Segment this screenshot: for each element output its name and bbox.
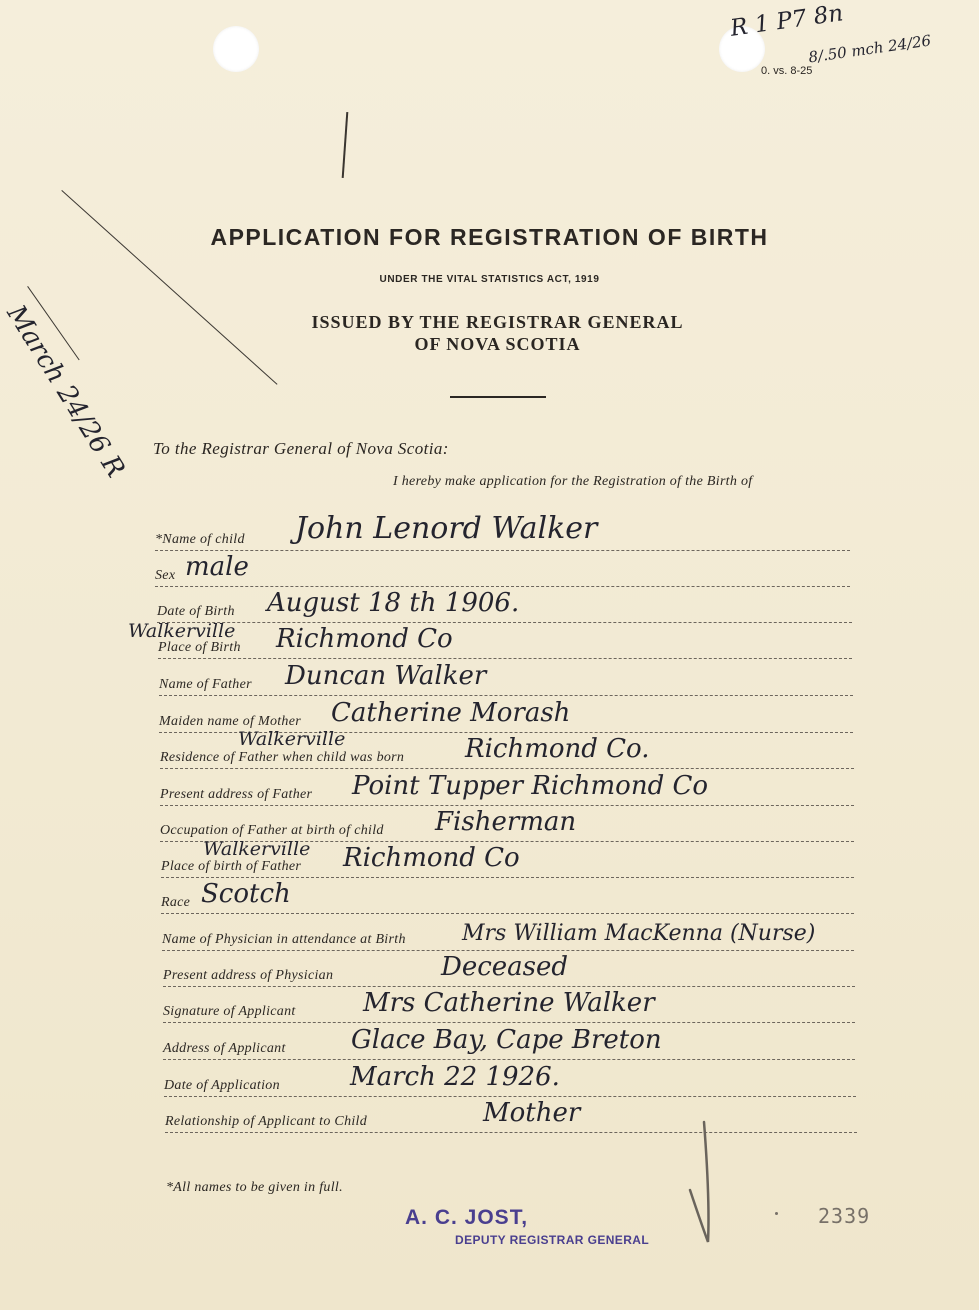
field-label: Date of Application bbox=[164, 1078, 280, 1093]
field-value: Richmond Co bbox=[343, 843, 520, 873]
residence-annotation: Walkerville bbox=[238, 728, 346, 750]
intro-line: I hereby make application for the Registration of the Birth of bbox=[393, 474, 753, 489]
field-name-of-father bbox=[159, 655, 853, 696]
form-number: 0. vs. 8-25 bbox=[761, 65, 813, 77]
field-label: Relationship of Applicant to Child bbox=[165, 1114, 368, 1129]
check-mark-icon bbox=[686, 1120, 726, 1250]
field-maiden-name-of-mother bbox=[159, 692, 853, 733]
field-value: Scotch bbox=[201, 879, 291, 909]
field-label: Maiden name of Mother bbox=[159, 714, 301, 729]
registrar-stamp-title: DEPUTY REGISTRAR GENERAL bbox=[455, 1233, 650, 1247]
field-label: Present address of Physician bbox=[163, 968, 334, 983]
field-label: Signature of Applicant bbox=[163, 1004, 296, 1019]
field-value: Duncan Walker bbox=[285, 661, 487, 691]
field-label: *Name of child bbox=[155, 532, 245, 547]
page-subtitle: UNDER THE VITAL STATISTICS ACT, 1919 bbox=[379, 274, 600, 285]
field-value: March 22 1926. bbox=[350, 1062, 560, 1092]
corner-note-top: R 1 P7 8n bbox=[728, 0, 845, 42]
field-value: Richmond Co bbox=[276, 624, 453, 654]
field-signature-of-applicant bbox=[163, 982, 855, 1023]
margin-note: March 24/26 R bbox=[0, 300, 131, 483]
field-value: Mrs William MacKenna (Nurse) bbox=[462, 921, 816, 946]
field-present-address-of-physician bbox=[163, 946, 855, 987]
serial-number: 2339 bbox=[818, 1204, 871, 1228]
father-birthplace-annotation: Walkerville bbox=[203, 838, 311, 860]
field-value: Fisherman bbox=[435, 807, 577, 837]
field-label: Race bbox=[161, 895, 191, 910]
field-label: Date of Birth bbox=[157, 604, 235, 619]
field-value: John Lenord Walker bbox=[295, 511, 598, 546]
field-value: Glace Bay, Cape Breton bbox=[351, 1025, 662, 1055]
field-value: Richmond Co. bbox=[465, 734, 650, 764]
issuer-line-1: ISSUED BY THE REGISTRAR GENERAL bbox=[311, 312, 684, 332]
field-label: Place of Birth bbox=[158, 640, 241, 655]
corner-note-bottom: 8/.50 mch 24/26 bbox=[807, 31, 933, 67]
field-label: Name of Physician in attendance at Birth bbox=[162, 932, 406, 947]
issuer-line-2: OF NOVA SCOTIA bbox=[414, 334, 581, 354]
field-label: Residence of Father when child was born bbox=[160, 750, 405, 765]
page-title: APPLICATION FOR REGISTRATION OF BIRTH bbox=[210, 224, 769, 250]
registrar-stamp-name: A. C. JOST, bbox=[405, 1206, 529, 1229]
field-label: Address of Applicant bbox=[163, 1041, 286, 1056]
field-date-of-birth bbox=[157, 582, 852, 623]
serial-dot bbox=[775, 1212, 778, 1215]
field-value: Deceased bbox=[441, 952, 569, 982]
field-place-of-birth bbox=[158, 618, 852, 659]
field-date-of-application bbox=[164, 1056, 856, 1097]
field-value: Mother bbox=[483, 1098, 581, 1128]
field-physician bbox=[162, 910, 854, 951]
footnote: *All names to be given in full. bbox=[166, 1180, 343, 1195]
field-label: Name of Father bbox=[159, 677, 252, 692]
field-value: Point Tupper Richmond Co bbox=[352, 771, 709, 801]
place-of-birth-annotation: Walkerville bbox=[128, 620, 236, 642]
field-label: Occupation of Father at birth of child bbox=[160, 823, 384, 838]
addressee-line: To the Registrar General of Nova Scotia: bbox=[153, 439, 449, 458]
field-sex bbox=[155, 546, 850, 587]
field-value: August 18 th 1906. bbox=[267, 588, 520, 618]
field-present-address-of-father bbox=[160, 765, 854, 806]
field-relationship bbox=[165, 1092, 857, 1133]
field-value: male bbox=[185, 552, 249, 582]
field-value: Catherine Morash bbox=[331, 698, 571, 728]
field-address-of-applicant bbox=[163, 1019, 855, 1060]
field-name-of-child bbox=[155, 510, 850, 551]
field-value: Mrs Catherine Walker bbox=[363, 988, 655, 1018]
field-race bbox=[161, 873, 854, 914]
field-label: Place of birth of Father bbox=[161, 859, 302, 874]
field-label: Sex bbox=[155, 568, 176, 583]
field-occupation-of-father bbox=[160, 801, 854, 842]
field-label: Present address of Father bbox=[160, 787, 313, 802]
